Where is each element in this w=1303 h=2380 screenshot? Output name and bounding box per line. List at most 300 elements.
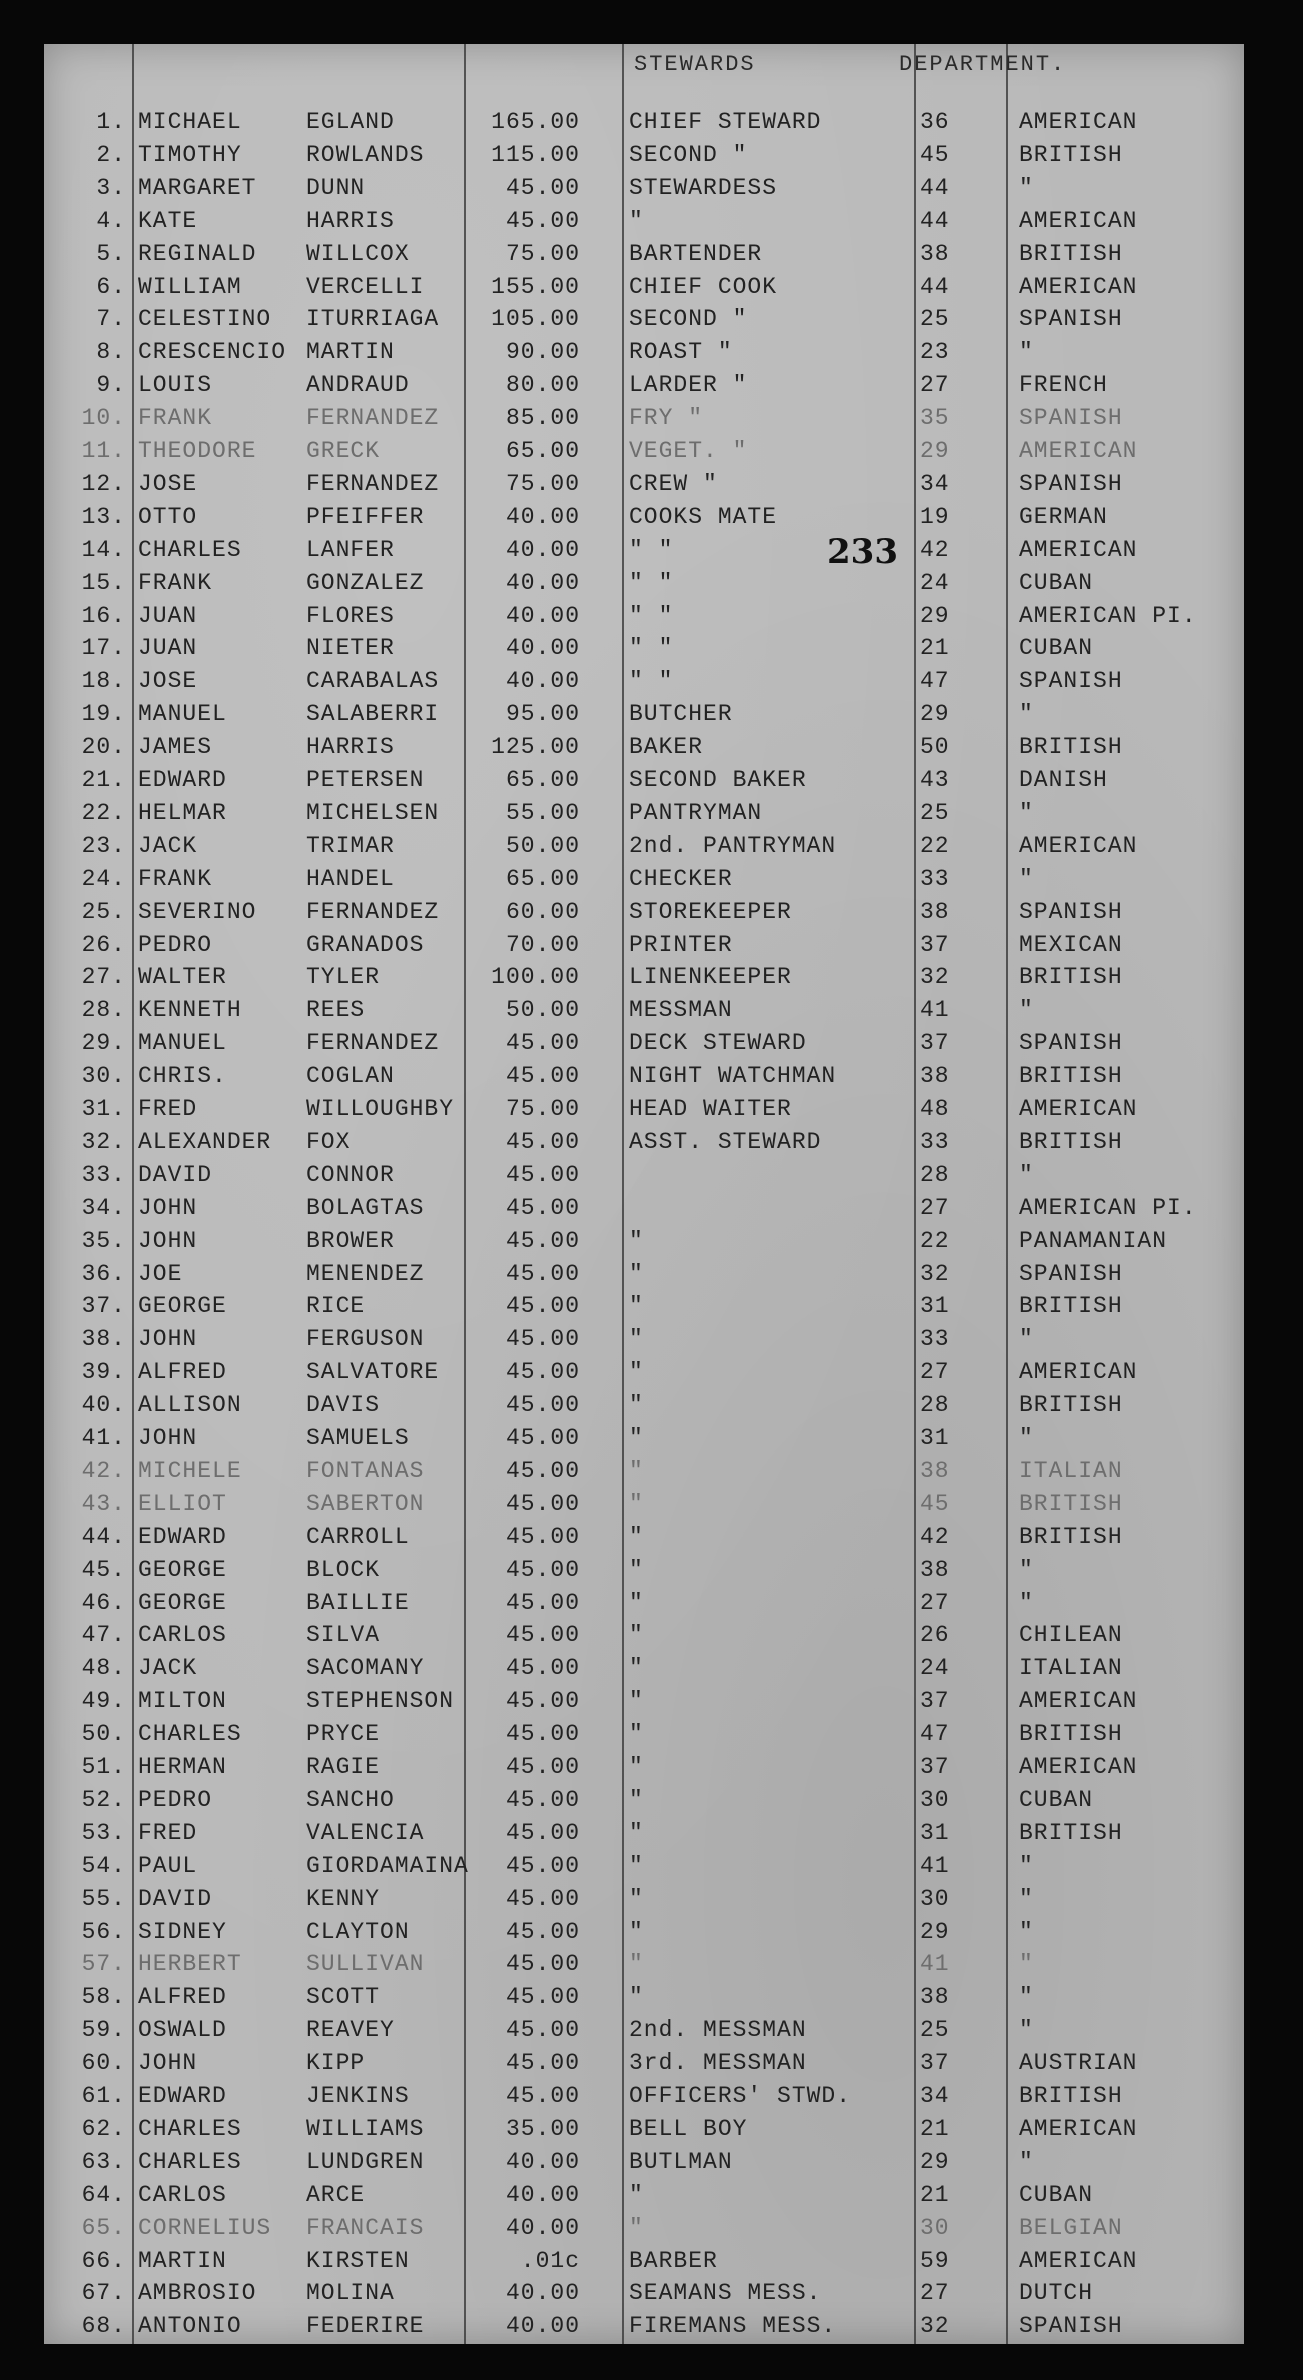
position-cell: LINENKEEPER xyxy=(629,964,792,991)
nationality-cell: BRITISH xyxy=(1019,1063,1123,1090)
age-cell: 59 xyxy=(920,2247,950,2274)
nationality-cell: SPANISH xyxy=(1019,898,1123,925)
position-cell: 2nd. PANTRYMAN xyxy=(629,832,837,859)
table-row xyxy=(44,863,1244,895)
position-cell: " xyxy=(629,1622,644,1649)
position-cell: " xyxy=(629,1293,644,1320)
row-number-cell: 62. xyxy=(81,2115,126,2142)
table-row xyxy=(44,238,1244,270)
table-row xyxy=(44,567,1244,599)
first-name-cell: CARLOS xyxy=(138,2181,227,2208)
first-name-cell: ALFRED xyxy=(138,1359,227,1386)
wage-cell: 45.00 xyxy=(505,1030,580,1057)
wage-cell: 40.00 xyxy=(505,536,580,563)
nationality-cell: AUSTRIAN xyxy=(1019,2050,1138,2077)
wage-cell: 45.00 xyxy=(505,1721,580,1748)
nationality-cell: PANAMANIAN xyxy=(1019,1227,1168,1254)
age-cell: 36 xyxy=(920,109,950,135)
row-number-cell: 19. xyxy=(81,701,126,728)
last-name-cell: NIETER xyxy=(306,635,395,662)
position-cell: PRINTER xyxy=(629,931,733,958)
first-name-cell: JAMES xyxy=(138,734,213,761)
wage-cell: 100.00 xyxy=(491,964,580,991)
age-cell: 50 xyxy=(920,734,950,761)
row-number-cell: 20. xyxy=(81,734,126,761)
row-number-cell: 42. xyxy=(81,1457,126,1484)
position-cell: " " xyxy=(629,536,674,563)
row-number-cell: 16. xyxy=(81,602,126,629)
row-number-cell: 8. xyxy=(96,339,126,366)
first-name-cell: FRANK xyxy=(138,405,213,432)
nationality-cell: AMERICAN PI. xyxy=(1019,1194,1197,1221)
age-cell: 37 xyxy=(920,2050,950,2077)
first-name-cell: LOUIS xyxy=(138,372,213,399)
wage-cell: 45.00 xyxy=(505,1589,580,1616)
row-number-cell: 60. xyxy=(81,2050,126,2077)
last-name-cell: SABERTON xyxy=(306,1490,425,1517)
wage-cell: 45.00 xyxy=(505,1425,580,1451)
table-row xyxy=(44,501,1244,533)
last-name-cell: EGLAND xyxy=(306,109,395,135)
row-number-cell: 32. xyxy=(81,1128,126,1155)
nationality-cell: " xyxy=(1019,1161,1034,1188)
wage-cell: 40.00 xyxy=(505,2148,580,2175)
page-header xyxy=(634,52,1067,77)
nationality-cell: BRITISH xyxy=(1019,1392,1123,1419)
row-number-cell: 68. xyxy=(81,2313,126,2340)
wage-cell: 40.00 xyxy=(505,2280,580,2307)
table-row xyxy=(44,1389,1244,1421)
table-row xyxy=(44,1488,1244,1520)
last-name-cell: SALABERRI xyxy=(306,701,440,728)
age-cell: 29 xyxy=(920,701,950,728)
wage-cell: 45.00 xyxy=(505,1984,580,2011)
nationality-cell: SPANISH xyxy=(1019,306,1123,333)
nationality-cell: DANISH xyxy=(1019,767,1108,793)
age-cell: 44 xyxy=(920,207,950,234)
position-cell: BARBER xyxy=(629,2247,718,2274)
nationality-cell: SPANISH xyxy=(1019,405,1123,432)
wage-cell: 125.00 xyxy=(491,734,580,761)
wage-cell: 90.00 xyxy=(505,339,580,366)
table-row xyxy=(44,2310,1244,2342)
row-number-cell: 34. xyxy=(81,1194,126,1221)
position-cell: " xyxy=(629,1786,644,1813)
nationality-cell: FRENCH xyxy=(1019,372,1108,399)
row-number-cell: 67. xyxy=(81,2280,126,2307)
last-name-cell: FERNANDEZ xyxy=(306,405,440,432)
last-name-cell: SAMUELS xyxy=(306,1425,410,1451)
age-cell: 37 xyxy=(920,1030,950,1057)
nationality-cell: " xyxy=(1019,1885,1034,1912)
age-cell: 44 xyxy=(920,174,950,201)
nationality-cell: AMERICAN PI. xyxy=(1019,602,1197,629)
position-cell: " xyxy=(629,2181,644,2208)
table-row xyxy=(44,929,1244,961)
first-name-cell: SEVERINO xyxy=(138,898,257,925)
table-row xyxy=(44,1258,1244,1290)
first-name-cell: MILTON xyxy=(138,1688,227,1715)
age-cell: 44 xyxy=(920,273,950,300)
age-cell: 29 xyxy=(920,2148,950,2175)
position-cell: BARTENDER xyxy=(629,240,763,267)
position-cell: SECOND BAKER xyxy=(629,767,807,793)
last-name-cell: RAGIE xyxy=(306,1754,381,1780)
age-cell: 31 xyxy=(920,1819,950,1846)
last-name-cell: MICHELSEN xyxy=(306,799,440,826)
row-number-cell: 51. xyxy=(81,1754,126,1780)
position-cell: FRY " xyxy=(629,405,704,432)
position-cell: HEAD WAITER xyxy=(629,1096,792,1122)
position-cell: " " xyxy=(629,635,674,662)
last-name-cell: FERNANDEZ xyxy=(306,470,440,497)
row-number-cell: 25. xyxy=(81,898,126,925)
nationality-cell: AMERICAN xyxy=(1019,109,1138,135)
wage-cell: 115.00 xyxy=(491,141,580,168)
position-cell: " xyxy=(629,1984,644,2011)
last-name-cell: TRIMAR xyxy=(306,832,395,859)
table-row xyxy=(44,534,1244,566)
row-number-cell: 37. xyxy=(81,1293,126,1320)
age-cell: 37 xyxy=(920,1688,950,1715)
first-name-cell: SIDNEY xyxy=(138,1918,227,1945)
last-name-cell: MARTIN xyxy=(306,339,395,366)
age-cell: 45 xyxy=(920,141,950,168)
table-row xyxy=(44,632,1244,664)
wage-cell: 40.00 xyxy=(505,2313,580,2340)
nationality-cell: AMERICAN xyxy=(1019,1754,1138,1780)
position-cell: CHIEF COOK xyxy=(629,273,778,300)
first-name-cell: TIMOTHY xyxy=(138,141,242,168)
wage-cell: 65.00 xyxy=(505,438,580,464)
age-cell: 32 xyxy=(920,964,950,991)
table-row xyxy=(44,303,1244,335)
row-number-cell: 18. xyxy=(81,668,126,695)
first-name-cell: JOE xyxy=(138,1260,183,1287)
row-number-cell: 59. xyxy=(81,2017,126,2044)
age-cell: 32 xyxy=(920,1260,950,1287)
table-row xyxy=(44,1981,1244,2013)
first-name-cell: FRED xyxy=(138,1819,198,1846)
wage-cell: 45.00 xyxy=(505,1326,580,1353)
last-name-cell: FOX xyxy=(306,1128,351,1155)
position-cell: " xyxy=(629,1688,644,1715)
age-cell: 41 xyxy=(920,997,950,1024)
nationality-cell: BRITISH xyxy=(1019,240,1123,267)
nationality-cell: SPANISH xyxy=(1019,470,1123,497)
nationality-cell: " xyxy=(1019,2017,1034,2044)
age-cell: 38 xyxy=(920,1063,950,1090)
first-name-cell: PEDRO xyxy=(138,931,213,958)
wage-cell: 35.00 xyxy=(505,2115,580,2142)
nationality-cell: " xyxy=(1019,2148,1034,2175)
wage-cell: 45.00 xyxy=(505,1457,580,1484)
first-name-cell: ALLISON xyxy=(138,1392,242,1419)
position-cell: SEAMANS MESS. xyxy=(629,2280,822,2307)
row-number-cell: 13. xyxy=(81,503,126,530)
first-name-cell: JUAN xyxy=(138,635,198,662)
last-name-cell: DUNN xyxy=(306,174,366,201)
first-name-cell: JACK xyxy=(138,832,198,859)
last-name-cell: HARRIS xyxy=(306,207,395,234)
table-row xyxy=(44,1685,1244,1717)
wage-cell: 40.00 xyxy=(505,2214,580,2241)
age-cell: 30 xyxy=(920,1786,950,1813)
position-cell: 2nd. MESSMAN xyxy=(629,2017,807,2044)
age-cell: 43 xyxy=(920,767,950,793)
first-name-cell: REGINALD xyxy=(138,240,257,267)
first-name-cell: WILLIAM xyxy=(138,273,242,300)
row-number-cell: 52. xyxy=(81,1786,126,1813)
first-name-cell: DAVID xyxy=(138,1161,213,1188)
position-cell: " " xyxy=(629,668,674,695)
wage-cell: 155.00 xyxy=(491,273,580,300)
age-cell: 38 xyxy=(920,898,950,925)
first-name-cell: CRESCENCIO xyxy=(138,339,287,366)
table-row xyxy=(44,1225,1244,1257)
nationality-cell: SPANISH xyxy=(1019,2313,1123,2340)
wage-cell: 50.00 xyxy=(505,832,580,859)
row-number-cell: 33. xyxy=(81,1161,126,1188)
age-cell: 31 xyxy=(920,1425,950,1451)
wage-cell: 45.00 xyxy=(505,1194,580,1221)
position-cell: " xyxy=(629,1425,644,1451)
nationality-cell: AMERICAN xyxy=(1019,536,1138,563)
last-name-cell: JENKINS xyxy=(306,2083,410,2109)
first-name-cell: THEODORE xyxy=(138,438,257,464)
row-number-cell: 66. xyxy=(81,2247,126,2274)
last-name-cell: KIPP xyxy=(306,2050,366,2077)
wage-cell: 45.00 xyxy=(505,1885,580,1912)
position-cell: FIREMANS MESS. xyxy=(629,2313,837,2340)
wage-cell: 45.00 xyxy=(505,2083,580,2109)
last-name-cell: STEPHENSON xyxy=(306,1688,455,1715)
first-name-cell: OSWALD xyxy=(138,2017,227,2044)
first-name-cell: FRED xyxy=(138,1096,198,1122)
age-cell: 30 xyxy=(920,1885,950,1912)
age-cell: 25 xyxy=(920,2017,950,2044)
age-cell: 28 xyxy=(920,1392,950,1419)
nationality-cell: CHILEAN xyxy=(1019,1622,1123,1649)
position-cell: LARDER " xyxy=(629,372,748,399)
nationality-cell: " xyxy=(1019,701,1034,728)
age-cell: 27 xyxy=(920,1359,950,1386)
wage-cell: 55.00 xyxy=(505,799,580,826)
first-name-cell: HELMAR xyxy=(138,799,227,826)
wage-cell: 45.00 xyxy=(505,1260,580,1287)
row-number-cell: 24. xyxy=(81,865,126,892)
table-row xyxy=(44,1093,1244,1125)
table-row xyxy=(44,731,1244,763)
table-row xyxy=(44,2047,1244,2079)
last-name-cell: TYLER xyxy=(306,964,381,991)
wage-cell: 40.00 xyxy=(505,602,580,629)
row-number-cell: 47. xyxy=(81,1622,126,1649)
table-row xyxy=(44,1916,1244,1948)
first-name-cell: JOHN xyxy=(138,1194,198,1221)
nationality-cell: DUTCH xyxy=(1019,2280,1094,2307)
last-name-cell: SACOMANY xyxy=(306,1655,425,1682)
position-cell: " xyxy=(629,1918,644,1945)
wage-cell: 45.00 xyxy=(505,1951,580,1978)
nationality-cell: BRITISH xyxy=(1019,1128,1123,1155)
position-cell: " xyxy=(629,1457,644,1484)
nationality-cell: " xyxy=(1019,1852,1034,1879)
position-cell: DECK STEWARD xyxy=(629,1030,807,1057)
position-cell: VEGET. " xyxy=(629,438,748,464)
age-cell: 38 xyxy=(920,1984,950,2011)
table-row xyxy=(44,106,1244,138)
row-number-cell: 4. xyxy=(96,207,126,234)
table-row xyxy=(44,1422,1244,1454)
first-name-cell: JOSE xyxy=(138,668,198,695)
first-name-cell: GEORGE xyxy=(138,1589,227,1616)
position-cell: " xyxy=(629,1589,644,1616)
row-number-cell: 63. xyxy=(81,2148,126,2175)
position-cell: " xyxy=(629,1754,644,1780)
row-number-cell: 39. xyxy=(81,1359,126,1386)
table-row xyxy=(44,402,1244,434)
age-cell: 38 xyxy=(920,1457,950,1484)
row-number-cell: 41. xyxy=(81,1425,126,1451)
nationality-cell: ITALIAN xyxy=(1019,1655,1123,1682)
position-cell: " " xyxy=(629,602,674,629)
last-name-cell: FLORES xyxy=(306,602,395,629)
age-cell: 22 xyxy=(920,832,950,859)
last-name-cell: LANFER xyxy=(306,536,395,563)
row-number-cell: 35. xyxy=(81,1227,126,1254)
last-name-cell: BOLAGTAS xyxy=(306,1194,425,1221)
age-cell: 30 xyxy=(920,2214,950,2241)
position-cell: ASST. STEWARD xyxy=(629,1128,822,1155)
nationality-cell: BRITISH xyxy=(1019,734,1123,761)
table-row xyxy=(44,1817,1244,1849)
last-name-cell: VALENCIA xyxy=(306,1819,425,1846)
last-name-cell: RICE xyxy=(306,1293,366,1320)
wage-cell: 45.00 xyxy=(505,1852,580,1879)
row-number-cell: 49. xyxy=(81,1688,126,1715)
last-name-cell: SULLIVAN xyxy=(306,1951,425,1978)
table-row xyxy=(44,2146,1244,2178)
table-row xyxy=(44,994,1244,1026)
last-name-cell: PFEIFFER xyxy=(306,503,425,530)
wage-cell: 50.00 xyxy=(505,997,580,1024)
first-name-cell: DAVID xyxy=(138,1885,213,1912)
first-name-cell: EDWARD xyxy=(138,1523,227,1550)
nationality-cell: " xyxy=(1019,865,1034,892)
age-cell: 22 xyxy=(920,1227,950,1254)
nationality-cell: " xyxy=(1019,1326,1034,1353)
table-row xyxy=(44,369,1244,401)
table-row xyxy=(44,764,1244,796)
nationality-cell: " xyxy=(1019,1425,1034,1451)
nationality-cell: BRITISH xyxy=(1019,2083,1123,2109)
age-cell: 38 xyxy=(920,1556,950,1583)
age-cell: 29 xyxy=(920,1918,950,1945)
position-cell: COOKS MATE xyxy=(629,503,778,530)
position-cell: " xyxy=(629,2214,644,2241)
nationality-cell: CUBAN xyxy=(1019,569,1094,596)
position-cell: " xyxy=(629,1819,644,1846)
first-name-cell: ANTONIO xyxy=(138,2313,242,2340)
position-cell: " xyxy=(629,1852,644,1879)
position-cell: NIGHT WATCHMAN xyxy=(629,1063,837,1090)
age-cell: 37 xyxy=(920,1754,950,1780)
wage-cell: 45.00 xyxy=(505,2050,580,2077)
table-row xyxy=(44,468,1244,500)
last-name-cell: PRYCE xyxy=(306,1721,381,1748)
nationality-cell: AMERICAN xyxy=(1019,273,1138,300)
wage-cell: 75.00 xyxy=(505,470,580,497)
nationality-cell: CUBAN xyxy=(1019,2181,1094,2208)
age-cell: 21 xyxy=(920,2181,950,2208)
position-cell: " xyxy=(629,1359,644,1386)
age-cell: 31 xyxy=(920,1293,950,1320)
row-number-cell: 6. xyxy=(96,273,126,300)
wage-cell: 45.00 xyxy=(505,1819,580,1846)
row-number-cell: 26. xyxy=(81,931,126,958)
nationality-cell: AMERICAN xyxy=(1019,1359,1138,1386)
nationality-cell: " xyxy=(1019,1589,1034,1616)
wage-cell: 45.00 xyxy=(505,1063,580,1090)
row-number-cell: 56. xyxy=(81,1918,126,1945)
first-name-cell: CHARLES xyxy=(138,536,242,563)
table-row xyxy=(44,1060,1244,1092)
nationality-cell: BRITISH xyxy=(1019,964,1123,991)
table-row xyxy=(44,1159,1244,1191)
first-name-cell: MARGARET xyxy=(138,174,257,201)
position-cell: STEWARDESS xyxy=(629,174,778,201)
row-number-cell: 10. xyxy=(81,405,126,432)
row-number-cell: 38. xyxy=(81,1326,126,1353)
table-row xyxy=(44,1883,1244,1915)
first-name-cell: OTTO xyxy=(138,503,198,530)
last-name-cell: DAVIS xyxy=(306,1392,381,1419)
row-number-cell: 22. xyxy=(81,799,126,826)
row-number-cell: 2. xyxy=(96,141,126,168)
first-name-cell: JOHN xyxy=(138,1425,198,1451)
table-row xyxy=(44,1455,1244,1487)
row-number-cell: 21. xyxy=(81,767,126,793)
position-cell: " xyxy=(629,1227,644,1254)
table-row xyxy=(44,1718,1244,1750)
age-cell: 24 xyxy=(920,569,950,596)
age-cell: 42 xyxy=(920,1523,950,1550)
position-cell: " xyxy=(629,1951,644,1978)
row-number-cell: 5. xyxy=(96,240,126,267)
table-row xyxy=(44,830,1244,862)
table-row xyxy=(44,1751,1244,1783)
age-cell: 42 xyxy=(920,536,950,563)
nationality-cell: SPANISH xyxy=(1019,1030,1123,1057)
wage-cell: 45.00 xyxy=(505,1688,580,1715)
last-name-cell: BAILLIE xyxy=(306,1589,410,1616)
position-cell: " xyxy=(629,1655,644,1682)
last-name-cell: KENNY xyxy=(306,1885,381,1912)
wage-cell: 45.00 xyxy=(505,2017,580,2044)
position-cell: 3rd. MESSMAN xyxy=(629,2050,807,2077)
table-row xyxy=(44,1850,1244,1882)
first-name-cell: ALEXANDER xyxy=(138,1128,272,1155)
first-name-cell: WALTER xyxy=(138,964,227,991)
table-row xyxy=(44,2113,1244,2145)
table-row xyxy=(44,797,1244,829)
wage-cell: 65.00 xyxy=(505,767,580,793)
last-name-cell: SILVA xyxy=(306,1622,381,1649)
row-number-cell: 58. xyxy=(81,1984,126,2011)
last-name-cell: GONZALEZ xyxy=(306,569,425,596)
wage-cell: 45.00 xyxy=(505,207,580,234)
